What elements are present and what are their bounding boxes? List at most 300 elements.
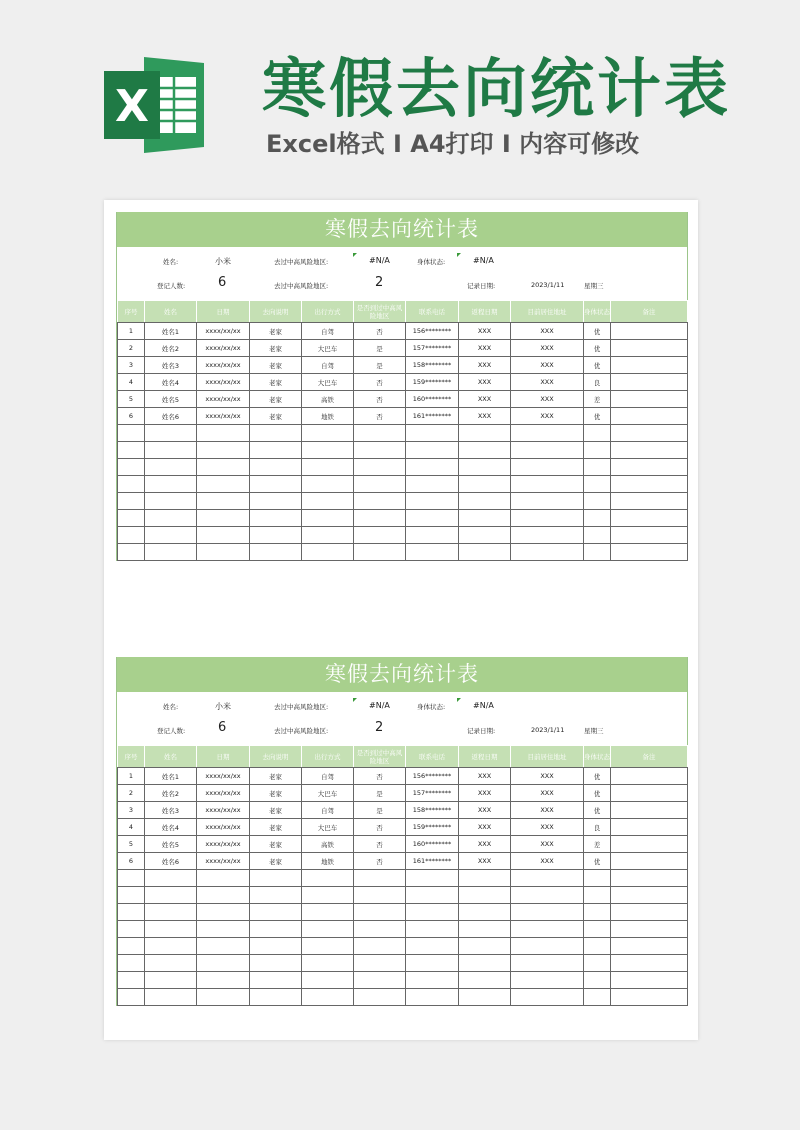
table-cell[interactable] <box>118 972 145 989</box>
table-cell[interactable] <box>584 938 611 955</box>
table-cell[interactable] <box>511 493 584 510</box>
table-cell[interactable]: XXX <box>511 819 584 836</box>
table-cell[interactable] <box>511 972 584 989</box>
table-cell[interactable] <box>354 425 406 442</box>
table-cell[interactable]: 老家 <box>250 391 302 408</box>
table-cell[interactable] <box>197 955 250 972</box>
table-cell[interactable] <box>354 887 406 904</box>
table-cell[interactable]: 157******** <box>406 785 459 802</box>
table-cell[interactable] <box>302 887 354 904</box>
table-cell[interactable]: xxxx/xx/xx <box>197 785 250 802</box>
table-cell[interactable] <box>197 921 250 938</box>
table-cell[interactable] <box>611 493 688 510</box>
table-cell[interactable] <box>354 972 406 989</box>
table-cell[interactable]: 姓名2 <box>145 340 197 357</box>
table-cell[interactable]: 3 <box>118 357 145 374</box>
table-cell[interactable]: 大巴车 <box>302 785 354 802</box>
table-cell[interactable] <box>406 904 459 921</box>
table-cell[interactable] <box>406 887 459 904</box>
table-cell[interactable]: 姓名5 <box>145 391 197 408</box>
table-cell[interactable] <box>118 425 145 442</box>
table-cell[interactable] <box>145 493 197 510</box>
table-cell[interactable]: xxxx/xx/xx <box>197 836 250 853</box>
table-cell[interactable] <box>145 527 197 544</box>
table-cell[interactable] <box>118 544 145 561</box>
table-cell[interactable] <box>611 374 688 391</box>
table-cell[interactable] <box>611 904 688 921</box>
table-cell[interactable]: xxxx/xx/xx <box>197 323 250 340</box>
table-cell[interactable]: 姓名1 <box>145 323 197 340</box>
table-cell[interactable]: 老家 <box>250 374 302 391</box>
table-cell[interactable] <box>354 938 406 955</box>
table-cell[interactable] <box>611 425 688 442</box>
table-cell[interactable] <box>611 955 688 972</box>
table-cell[interactable] <box>302 493 354 510</box>
table-cell[interactable] <box>511 904 584 921</box>
table-cell[interactable] <box>459 989 511 1006</box>
table-cell[interactable] <box>406 870 459 887</box>
table-cell[interactable] <box>118 527 145 544</box>
table-cell[interactable]: 优 <box>584 323 611 340</box>
table-cell[interactable]: 5 <box>118 836 145 853</box>
table-cell[interactable] <box>302 425 354 442</box>
table-cell[interactable]: XXX <box>459 391 511 408</box>
table-cell[interactable] <box>611 921 688 938</box>
table-cell[interactable] <box>250 921 302 938</box>
table-cell[interactable] <box>406 527 459 544</box>
table-cell[interactable] <box>118 904 145 921</box>
table-cell[interactable] <box>584 459 611 476</box>
table-cell[interactable] <box>406 425 459 442</box>
table-cell[interactable]: XXX <box>511 391 584 408</box>
table-cell[interactable]: xxxx/xx/xx <box>197 357 250 374</box>
table-cell[interactable]: 156******** <box>406 768 459 785</box>
table-cell[interactable] <box>354 989 406 1006</box>
table-cell[interactable]: XXX <box>511 853 584 870</box>
table-cell[interactable]: XXX <box>459 357 511 374</box>
table-cell[interactable] <box>511 442 584 459</box>
table-cell[interactable]: 大巴车 <box>302 340 354 357</box>
table-cell[interactable] <box>584 870 611 887</box>
table-cell[interactable] <box>197 870 250 887</box>
table-cell[interactable] <box>197 425 250 442</box>
table-cell[interactable]: 159******** <box>406 819 459 836</box>
table-cell[interactable] <box>406 544 459 561</box>
table-cell[interactable] <box>197 887 250 904</box>
table-cell[interactable]: 高铁 <box>302 836 354 853</box>
table-cell[interactable]: 2 <box>118 340 145 357</box>
table-cell[interactable]: 老家 <box>250 768 302 785</box>
table-cell[interactable] <box>611 989 688 1006</box>
table-cell[interactable] <box>611 391 688 408</box>
table-cell[interactable]: 否 <box>354 836 406 853</box>
table-cell[interactable] <box>145 955 197 972</box>
table-cell[interactable] <box>584 904 611 921</box>
table-cell[interactable]: XXX <box>459 374 511 391</box>
table-cell[interactable] <box>197 459 250 476</box>
table-cell[interactable] <box>459 955 511 972</box>
table-cell[interactable]: 是 <box>354 802 406 819</box>
table-cell[interactable] <box>302 955 354 972</box>
table-cell[interactable] <box>250 904 302 921</box>
table-cell[interactable]: xxxx/xx/xx <box>197 408 250 425</box>
table-cell[interactable] <box>511 476 584 493</box>
table-cell[interactable] <box>406 972 459 989</box>
table-cell[interactable]: 自驾 <box>302 357 354 374</box>
table-cell[interactable] <box>611 357 688 374</box>
table-cell[interactable] <box>611 768 688 785</box>
table-cell[interactable]: 159******** <box>406 374 459 391</box>
table-cell[interactable] <box>118 442 145 459</box>
table-cell[interactable] <box>145 921 197 938</box>
table-cell[interactable]: XXX <box>459 802 511 819</box>
table-cell[interactable]: 否 <box>354 323 406 340</box>
table-cell[interactable] <box>584 887 611 904</box>
table-cell[interactable] <box>611 323 688 340</box>
table-cell[interactable] <box>197 442 250 459</box>
table-cell[interactable]: 158******** <box>406 357 459 374</box>
table-cell[interactable] <box>145 887 197 904</box>
table-cell[interactable] <box>354 442 406 459</box>
table-cell[interactable] <box>118 870 145 887</box>
table-cell[interactable]: 自驾 <box>302 802 354 819</box>
table-cell[interactable] <box>250 887 302 904</box>
table-cell[interactable]: 6 <box>118 408 145 425</box>
table-cell[interactable]: 姓名6 <box>145 853 197 870</box>
table-cell[interactable] <box>197 544 250 561</box>
table-cell[interactable]: 5 <box>118 391 145 408</box>
table-cell[interactable]: 4 <box>118 819 145 836</box>
table-cell[interactable]: 优 <box>584 785 611 802</box>
table-cell[interactable] <box>584 510 611 527</box>
table-cell[interactable] <box>145 544 197 561</box>
table-cell[interactable] <box>145 459 197 476</box>
table-cell[interactable] <box>611 340 688 357</box>
table-cell[interactable] <box>354 955 406 972</box>
table-cell[interactable]: XXX <box>459 768 511 785</box>
table-cell[interactable]: 否 <box>354 408 406 425</box>
table-cell[interactable] <box>584 425 611 442</box>
table-cell[interactable] <box>197 476 250 493</box>
table-cell[interactable] <box>354 904 406 921</box>
table-cell[interactable] <box>250 955 302 972</box>
table-cell[interactable]: 姓名4 <box>145 374 197 391</box>
table-cell[interactable] <box>197 972 250 989</box>
table-cell[interactable] <box>302 870 354 887</box>
table-cell[interactable]: 4 <box>118 374 145 391</box>
table-cell[interactable] <box>459 870 511 887</box>
table-cell[interactable] <box>145 989 197 1006</box>
table-cell[interactable] <box>118 938 145 955</box>
table-cell[interactable] <box>611 442 688 459</box>
table-cell[interactable] <box>459 544 511 561</box>
table-cell[interactable]: 否 <box>354 819 406 836</box>
table-cell[interactable]: 优 <box>584 768 611 785</box>
table-cell[interactable] <box>611 870 688 887</box>
table-cell[interactable] <box>511 425 584 442</box>
table-cell[interactable]: 老家 <box>250 408 302 425</box>
table-cell[interactable]: 1 <box>118 768 145 785</box>
table-cell[interactable]: XXX <box>511 785 584 802</box>
table-cell[interactable] <box>611 972 688 989</box>
table-cell[interactable] <box>406 921 459 938</box>
table-cell[interactable]: xxxx/xx/xx <box>197 340 250 357</box>
table-cell[interactable] <box>354 921 406 938</box>
table-cell[interactable] <box>584 955 611 972</box>
table-cell[interactable] <box>354 476 406 493</box>
table-cell[interactable] <box>197 904 250 921</box>
table-cell[interactable] <box>354 510 406 527</box>
table-cell[interactable]: 自驾 <box>302 768 354 785</box>
table-cell[interactable]: 高铁 <box>302 391 354 408</box>
table-cell[interactable] <box>584 442 611 459</box>
table-cell[interactable] <box>511 459 584 476</box>
table-cell[interactable] <box>459 442 511 459</box>
table-cell[interactable] <box>584 493 611 510</box>
table-cell[interactable] <box>145 442 197 459</box>
table-cell[interactable] <box>302 921 354 938</box>
table-cell[interactable] <box>250 493 302 510</box>
table-cell[interactable] <box>584 989 611 1006</box>
table-cell[interactable] <box>584 972 611 989</box>
table-cell[interactable]: xxxx/xx/xx <box>197 768 250 785</box>
table-cell[interactable] <box>459 904 511 921</box>
table-cell[interactable] <box>511 989 584 1006</box>
table-cell[interactable]: 优 <box>584 853 611 870</box>
table-cell[interactable]: 老家 <box>250 357 302 374</box>
table-cell[interactable]: 姓名6 <box>145 408 197 425</box>
table-cell[interactable] <box>611 544 688 561</box>
table-cell[interactable]: 1 <box>118 323 145 340</box>
table-cell[interactable] <box>611 459 688 476</box>
table-cell[interactable] <box>511 870 584 887</box>
table-cell[interactable] <box>118 921 145 938</box>
table-cell[interactable] <box>145 938 197 955</box>
table-cell[interactable] <box>406 510 459 527</box>
table-cell[interactable] <box>611 853 688 870</box>
table-cell[interactable] <box>250 989 302 1006</box>
table-cell[interactable]: XXX <box>459 408 511 425</box>
table-cell[interactable]: 姓名1 <box>145 768 197 785</box>
table-cell[interactable] <box>145 476 197 493</box>
table-cell[interactable] <box>197 510 250 527</box>
table-cell[interactable] <box>302 527 354 544</box>
table-cell[interactable]: XXX <box>459 853 511 870</box>
table-cell[interactable] <box>118 989 145 1006</box>
table-cell[interactable] <box>302 476 354 493</box>
table-cell[interactable]: 老家 <box>250 802 302 819</box>
table-cell[interactable]: 否 <box>354 768 406 785</box>
table-cell[interactable] <box>302 904 354 921</box>
table-cell[interactable] <box>511 938 584 955</box>
table-cell[interactable] <box>611 887 688 904</box>
table-cell[interactable] <box>406 955 459 972</box>
table-cell[interactable] <box>354 459 406 476</box>
table-cell[interactable]: 老家 <box>250 785 302 802</box>
table-cell[interactable] <box>611 527 688 544</box>
table-cell[interactable]: XXX <box>511 323 584 340</box>
table-cell[interactable] <box>584 921 611 938</box>
table-cell[interactable]: 地铁 <box>302 408 354 425</box>
table-cell[interactable] <box>118 887 145 904</box>
table-cell[interactable] <box>459 459 511 476</box>
table-cell[interactable]: 161******** <box>406 408 459 425</box>
table-cell[interactable]: XXX <box>511 357 584 374</box>
table-cell[interactable] <box>611 836 688 853</box>
table-cell[interactable]: 优 <box>584 408 611 425</box>
table-cell[interactable] <box>354 527 406 544</box>
table-cell[interactable] <box>611 408 688 425</box>
table-cell[interactable]: 优 <box>584 340 611 357</box>
table-cell[interactable] <box>584 476 611 493</box>
table-cell[interactable] <box>511 955 584 972</box>
table-cell[interactable]: 自驾 <box>302 323 354 340</box>
table-cell[interactable] <box>302 938 354 955</box>
table-cell[interactable] <box>511 544 584 561</box>
table-cell[interactable]: 姓名5 <box>145 836 197 853</box>
table-cell[interactable]: 157******** <box>406 340 459 357</box>
table-cell[interactable] <box>459 921 511 938</box>
table-cell[interactable] <box>611 510 688 527</box>
table-cell[interactable] <box>118 459 145 476</box>
table-cell[interactable]: 160******** <box>406 391 459 408</box>
table-cell[interactable] <box>197 527 250 544</box>
table-cell[interactable] <box>145 972 197 989</box>
table-cell[interactable] <box>145 425 197 442</box>
table-cell[interactable] <box>611 802 688 819</box>
table-cell[interactable]: XXX <box>511 836 584 853</box>
table-cell[interactable] <box>250 544 302 561</box>
table-cell[interactable] <box>406 459 459 476</box>
table-cell[interactable]: 是 <box>354 357 406 374</box>
table-cell[interactable] <box>197 493 250 510</box>
table-cell[interactable] <box>511 887 584 904</box>
table-cell[interactable]: xxxx/xx/xx <box>197 374 250 391</box>
table-cell[interactable] <box>250 972 302 989</box>
table-cell[interactable] <box>302 459 354 476</box>
table-cell[interactable] <box>459 887 511 904</box>
table-cell[interactable] <box>302 510 354 527</box>
table-cell[interactable]: 是 <box>354 340 406 357</box>
table-cell[interactable] <box>459 527 511 544</box>
table-cell[interactable]: xxxx/xx/xx <box>197 391 250 408</box>
table-cell[interactable]: XXX <box>459 340 511 357</box>
table-cell[interactable]: XXX <box>459 836 511 853</box>
table-cell[interactable]: 姓名3 <box>145 802 197 819</box>
table-cell[interactable] <box>250 870 302 887</box>
table-cell[interactable]: 老家 <box>250 836 302 853</box>
table-cell[interactable]: XXX <box>459 323 511 340</box>
table-cell[interactable] <box>250 527 302 544</box>
table-cell[interactable] <box>118 493 145 510</box>
table-cell[interactable]: XXX <box>511 768 584 785</box>
table-cell[interactable] <box>302 544 354 561</box>
table-cell[interactable] <box>611 476 688 493</box>
table-cell[interactable]: 老家 <box>250 323 302 340</box>
table-cell[interactable] <box>354 870 406 887</box>
table-cell[interactable]: 大巴车 <box>302 819 354 836</box>
table-cell[interactable] <box>459 510 511 527</box>
table-cell[interactable]: 优 <box>584 357 611 374</box>
table-cell[interactable] <box>459 938 511 955</box>
table-cell[interactable]: 158******** <box>406 802 459 819</box>
table-cell[interactable]: 3 <box>118 802 145 819</box>
table-cell[interactable] <box>118 476 145 493</box>
table-cell[interactable] <box>302 442 354 459</box>
table-cell[interactable] <box>406 989 459 1006</box>
table-cell[interactable]: 是 <box>354 785 406 802</box>
table-cell[interactable]: 160******** <box>406 836 459 853</box>
table-cell[interactable] <box>406 938 459 955</box>
table-cell[interactable] <box>197 938 250 955</box>
table-cell[interactable] <box>118 510 145 527</box>
table-cell[interactable]: xxxx/xx/xx <box>197 819 250 836</box>
table-cell[interactable] <box>459 425 511 442</box>
table-cell[interactable]: 差 <box>584 836 611 853</box>
table-cell[interactable] <box>406 476 459 493</box>
table-cell[interactable]: XXX <box>511 802 584 819</box>
table-cell[interactable] <box>584 527 611 544</box>
table-cell[interactable] <box>250 425 302 442</box>
table-cell[interactable]: 姓名3 <box>145 357 197 374</box>
table-cell[interactable]: 161******** <box>406 853 459 870</box>
table-cell[interactable] <box>302 972 354 989</box>
table-cell[interactable] <box>406 442 459 459</box>
table-cell[interactable] <box>302 989 354 1006</box>
table-cell[interactable] <box>145 870 197 887</box>
table-cell[interactable] <box>459 476 511 493</box>
table-cell[interactable]: 否 <box>354 853 406 870</box>
table-cell[interactable]: 差 <box>584 391 611 408</box>
table-cell[interactable]: 大巴车 <box>302 374 354 391</box>
table-cell[interactable] <box>584 544 611 561</box>
table-cell[interactable] <box>459 972 511 989</box>
table-cell[interactable] <box>250 476 302 493</box>
table-cell[interactable]: XXX <box>459 785 511 802</box>
table-cell[interactable] <box>118 955 145 972</box>
table-cell[interactable]: 否 <box>354 391 406 408</box>
table-cell[interactable] <box>611 785 688 802</box>
table-cell[interactable]: 老家 <box>250 853 302 870</box>
table-cell[interactable] <box>354 544 406 561</box>
table-cell[interactable] <box>511 527 584 544</box>
table-cell[interactable]: 156******** <box>406 323 459 340</box>
table-cell[interactable]: XXX <box>459 819 511 836</box>
table-cell[interactable]: 姓名2 <box>145 785 197 802</box>
table-cell[interactable] <box>197 989 250 1006</box>
table-cell[interactable]: 老家 <box>250 819 302 836</box>
table-cell[interactable]: 优 <box>584 802 611 819</box>
table-cell[interactable] <box>145 904 197 921</box>
table-cell[interactable] <box>250 442 302 459</box>
table-cell[interactable] <box>406 493 459 510</box>
table-cell[interactable]: xxxx/xx/xx <box>197 802 250 819</box>
table-cell[interactable]: 否 <box>354 374 406 391</box>
table-cell[interactable]: 老家 <box>250 340 302 357</box>
table-cell[interactable] <box>250 938 302 955</box>
table-cell[interactable]: xxxx/xx/xx <box>197 853 250 870</box>
table-cell[interactable]: 良 <box>584 374 611 391</box>
table-cell[interactable] <box>250 510 302 527</box>
table-cell[interactable] <box>511 921 584 938</box>
table-cell[interactable]: 地铁 <box>302 853 354 870</box>
table-cell[interactable] <box>511 510 584 527</box>
table-cell[interactable] <box>250 459 302 476</box>
table-cell[interactable] <box>611 819 688 836</box>
table-cell[interactable]: 2 <box>118 785 145 802</box>
table-cell[interactable]: XXX <box>511 340 584 357</box>
table-cell[interactable] <box>611 938 688 955</box>
